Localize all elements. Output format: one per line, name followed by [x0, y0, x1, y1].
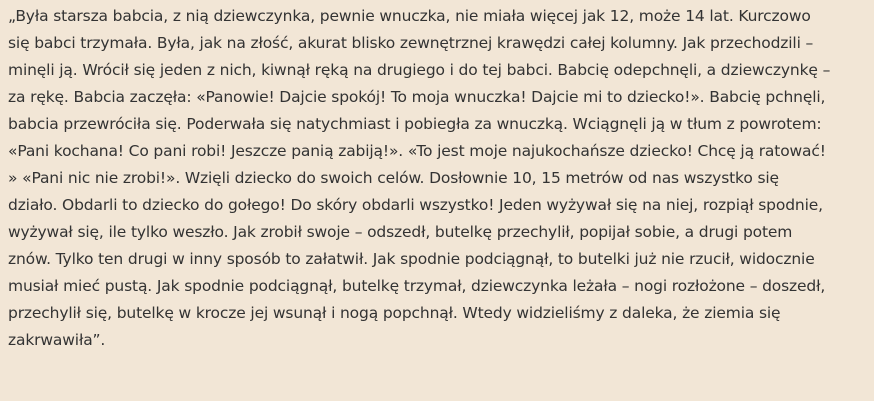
paragraph-line: babcia przewróciła się. Poderwała się natychmiast i pobiegła za wnuczką. Wciągnęli ją w tłum z powrotem: [8, 115, 822, 133]
paragraph-line: minęli ją. Wrócił się jeden z nich, kiwnął ręką na drugiego i do tej babci. Babcię odepchnęli, a dziewczynkę – [8, 61, 831, 79]
paragraph-line: działo. Obdarli to dziecko do gołego! Do skóry obdarli wszystko! Jeden wyżywał się na niej, rozpiął spodnie, [8, 196, 823, 214]
paragraph-line: » «Pani nic nie zrobi!». Wzięli dziecko do swoich celów. Dosłownie 10, 15 metrów od nas wszystko się [8, 169, 779, 187]
paragraph-line: się babci trzymała. Była, jak na złość, akurat blisko zewnętrznej krawędzi całej kolumny. Jak przechodzili – [8, 34, 814, 52]
quote-paragraph [8, 3, 862, 354]
paragraph-line: znów. Tylko ten drugi w inny sposób to załatwił. Jak spodnie podciągnął, to butelki już nie rzucił, widocznie [8, 250, 815, 268]
paragraph-line: «Pani kochana! Co pani robi! Jeszcze panią zabiją!». «To jest moje najukochańsze dziecko! Chcę ją ratować! [8, 142, 826, 160]
paragraph-line: musiał mieć pustą. Jak spodnie podciągnął, butelkę trzymał, dziewczynka leżała – nogi rozłożone – doszedł, [8, 277, 826, 295]
paragraph-line: przechylił się, butelkę w krocze jej wsunął i nogą popchnął. Wtedy widzieliśmy z daleka, że ziemia się [8, 304, 781, 322]
paragraph-line: za rękę. Babcia zaczęła: «Panowie! Dajcie spokój! To moja wnuczka! Dajcie mi to dziecko!». Babcię pchnęli, [8, 88, 826, 106]
paragraph-line: zakrwawiła”. [8, 331, 106, 349]
paragraph-line: „Była starsza babcia, z nią dziewczynka, pewnie wnuczka, nie miała więcej jak 12, może 14 lat. Kurczowo [8, 7, 811, 25]
paragraph-line: wyżywał się, ile tylko weszło. Jak zrobił swoje – odszedł, butelkę przechylił, popijał sobie, a drugi potem [8, 223, 793, 241]
